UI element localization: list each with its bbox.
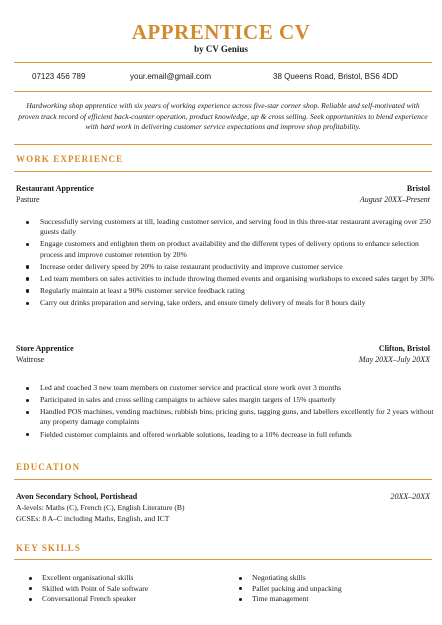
- cv-title: APPRENTICE CV: [131, 20, 311, 44]
- job-2-dates: May 20XX–July 20XX: [358, 355, 430, 364]
- contact-bottom-rule: [14, 91, 432, 92]
- skills-list-left: [24, 573, 232, 605]
- education-alevels: A-levels: Maths (C), French (C), English Literature (B): [16, 503, 185, 512]
- education-heading: EDUCATION: [16, 462, 81, 472]
- list-item: Handled POS machines, vending machines, rubbish bins, pricing guns, tagging guns, and labellers excellently for 2 years without any property damage complaints: [40, 407, 436, 428]
- education-rule: [14, 479, 432, 480]
- list-item: Led and coached 3 new team members on customer service and practical store work over 3 months: [40, 383, 436, 393]
- contact-address: 38 Queens Road, Bristol, BS6 4DD: [273, 72, 398, 81]
- contact-email: your.email@gmail.com: [130, 72, 212, 81]
- list-item: Engage customers and enlighten them on product availability and the different types of delivery options to enhance selection process and improve customer retention by 20%: [40, 239, 436, 260]
- education-dates: 20XX–20XX: [390, 492, 430, 501]
- education-gcses: GCSEs: 8 A–C including Maths, English, and ICT: [16, 514, 170, 523]
- list-item: Excellent organisational skills: [42, 573, 232, 584]
- list-item: Negotiating skills: [252, 573, 442, 584]
- job-1-subheader: [16, 195, 430, 206]
- list-item: Successfully serving customers at till, leading customer service, and serving food in this three-star restaurant averaging over 250 guests daily: [40, 217, 436, 238]
- profile-summary: Hardworking shop apprentice with six years of working experience across five-star corner shop. Reliable and self-motivated with proven track record of efficient back-counter operation, product knowledge, up & cross selling. Seek opportunities to blend experience with hard work in delivering customer service expectations and improve shop profitability.: [18, 101, 428, 132]
- list-item: Fielded customer complaints and offered workable solutions, leading to a 10% decrease in full refunds: [40, 430, 436, 440]
- job-1-location: Bristol: [406, 184, 430, 193]
- contact-phone: 07123 456 789: [32, 72, 86, 81]
- job-2-bullets: [20, 383, 436, 442]
- job-1-dates: August 20XX–Present: [359, 195, 430, 204]
- education-school: Avon Secondary School, Portishead: [16, 492, 138, 501]
- job-1-bullets: [20, 217, 436, 310]
- job-2-title: Store Apprentice: [16, 344, 74, 353]
- summary-rule: [14, 144, 432, 145]
- cv-byline: by CV Genius: [194, 44, 248, 54]
- contact-top-rule: [14, 62, 432, 63]
- skills-list-right: [234, 573, 442, 605]
- list-item: Regularly maintain at least a 90% customer service feedback rating: [40, 286, 436, 296]
- list-item: Led team members on sales activities to include throwing themed events and organising workshops to exceed sales target by 30%: [40, 274, 436, 284]
- contact-bar: [14, 72, 432, 84]
- list-item: Time management: [252, 594, 442, 605]
- list-item: Participated in sales and cross selling campaigns to achieve sales margin targets of 15% quarterly: [40, 395, 436, 405]
- education-header: [16, 492, 430, 503]
- list-item: Conversational French speaker: [42, 594, 232, 605]
- work-experience-rule: [14, 171, 432, 172]
- job-2-company: Waitrose: [16, 355, 45, 364]
- list-item: Increase order delivery speed by 20% to raise restaurant productivity and improve customer service: [40, 262, 436, 272]
- key-skills-heading: KEY SKILLS: [16, 543, 81, 553]
- list-item: Skilled with Point of Sale software: [42, 584, 232, 595]
- work-experience-heading: WORK EXPERIENCE: [16, 154, 124, 164]
- job-1-header: [16, 184, 430, 195]
- key-skills-rule: [14, 559, 432, 560]
- job-1-title: Restaurant Apprentice: [16, 184, 94, 193]
- job-2-location: Clifton, Bristol: [378, 344, 430, 353]
- job-1-company: Pasture: [16, 195, 40, 204]
- list-item: Carry out drinks preparation and serving, take orders, and ensure timely delivery of meals for 8 hours daily: [40, 298, 436, 308]
- job-2-subheader: [16, 355, 430, 366]
- list-item: Pallet packing and unpacking: [252, 584, 442, 595]
- job-2-header: [16, 344, 430, 355]
